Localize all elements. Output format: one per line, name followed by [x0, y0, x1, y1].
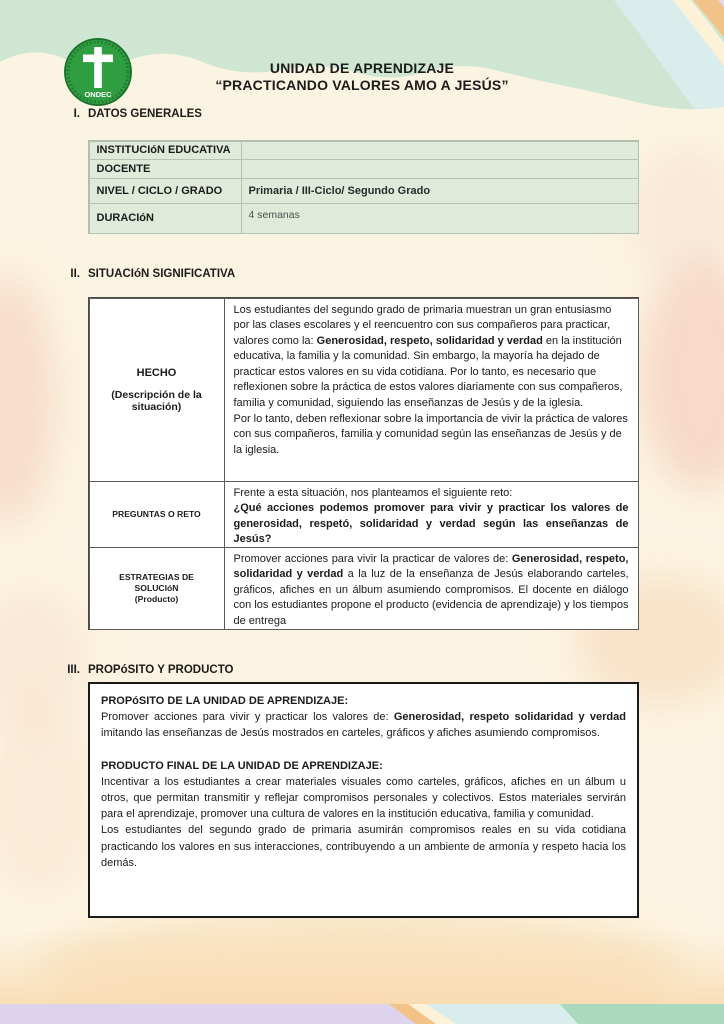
proposito-producto-box	[88, 682, 639, 918]
section-title: DATOS GENERALES	[88, 108, 202, 120]
row-value-duracion: 4 semanas	[241, 203, 639, 234]
hecho-label: HECHO	[136, 366, 177, 379]
section-number: III.	[67, 664, 80, 676]
proposito-heading: PROPóSITO DE LA UNIDAD DE APRENDIZAJE:	[101, 695, 349, 707]
producto-heading: PRODUCTO FINAL DE LA UNIDAD DE APRENDIZAJE:	[101, 759, 383, 772]
row-label-institucion: INSTITUCIóN EDUCATIVA	[89, 141, 242, 160]
datos-generales-table	[88, 140, 639, 234]
preguntas-label: PREGUNTAS O RETO	[112, 508, 201, 519]
document-title	[0, 60, 724, 94]
spacer	[101, 742, 626, 758]
hecho-label-sub: (Descripción de la situación)	[111, 388, 202, 413]
preguntas-content: Frente a esta situación, nos planteamos el siguiente reto: ¿Qué acciones podemos promover para vivir y practicar los valores de generosidad, respetó, solidaridad y verdad según las enseñanzas de Jesús?	[224, 481, 639, 548]
section-title: SITUACIóN SIGNIFICATIVA	[88, 268, 236, 280]
hecho-content: Los estudiantes del segundo grado de primaria muestran un gran entusiasmo por las clases escolares y el reencuentro con sus compañeros para practicar, valores como la: Generosidad, respeto, solidaridad y verdad en la institución educativa, la familia y la comunidad. Sin embargo, la mayoría ha dejado de practicar estos valores en su vida cotidiana. Por lo tanto, es necesario que reflexionen sobre la práctica de estos valores diariamente con sus compañeros, familia y comunidad, siguiendo las enseñanzas de Jesús y de la iglesia. Por lo tanto, deben reflexionar sobre la importancia de vivir la práctica de valores con sus compañeros, familia y comunidad según las enseñanzas de Jesús y de la iglesia.	[224, 298, 639, 482]
row-label-duracion: DURACIóN	[89, 203, 242, 234]
row-value-institucion	[241, 141, 639, 160]
row-label-nivel: NIVEL / CICLO / GRADO	[89, 178, 242, 204]
row-value-docente	[241, 159, 639, 179]
section-number: II.	[70, 268, 80, 280]
section-number: I.	[73, 108, 80, 120]
estrategias-content: Promover acciones para vivir la practicar de valores de: Generosidad, respeto, solidaridad y verdad a la luz de la enseñanza de Jesús elaborando carteles, gráficos, afiches en un álbum asumiendo compromisos. El docente en diálogo con los estudiantes propone el producto (evidencia de aprendizaje) y los tiempos de entrega	[224, 547, 639, 630]
estrategias-label-sub: (Producto)	[134, 593, 179, 604]
row-value-nivel: Primaria / III-Ciclo/ Segundo Grado	[241, 178, 639, 204]
section-title: PROPóSITO Y PRODUCTO	[88, 664, 234, 676]
section-heading-proposito	[58, 664, 234, 676]
producto-paragraph-1: Incentivar a los estudiantes a crear materiales visuales como carteles, gráficos, afiches en un álbum u otros, que permitan transmitir y reflejar compromisos personales y colectivos. Estos materiales servirán para el aprendizaje, promover una cultura de valores en la institución educativa, familia y comunidad.	[101, 775, 626, 821]
section-heading-datos-generales	[58, 108, 202, 120]
producto-paragraph-2: Los estudiantes del segundo grado de primaria asumirán compromisos reales en su vida cotidiana practicando los valores en sus interacciones, contribuyendo a un ambiente de armonía y respeto hacia los demás.	[101, 824, 626, 869]
situacion-significativa-table	[88, 297, 639, 630]
estrategias-label-cell	[89, 547, 225, 630]
estrategias-label: ESTRATEGIAS DE SOLUCIóN	[119, 571, 194, 593]
title-line-2: “PRACTICANDO VALORES AMO A JESÚS”	[215, 77, 509, 93]
hecho-label-cell	[89, 298, 225, 482]
section-heading-situacion	[58, 268, 235, 280]
proposito-paragraph: Promover acciones para vivir y practicar los valores de: Generosidad, respeto solidaridad y verdad imitando las enseñanzas de Jesús mostrados en carteles, gráficos y afiches asumiendo compromisos.	[101, 711, 626, 740]
ondec-logo-text: ONDEC	[84, 90, 112, 99]
title-line-1: UNIDAD DE APRENDIZAJE	[269, 60, 455, 76]
row-label-docente: DOCENTE	[89, 159, 242, 179]
preguntas-label-cell	[89, 481, 225, 548]
